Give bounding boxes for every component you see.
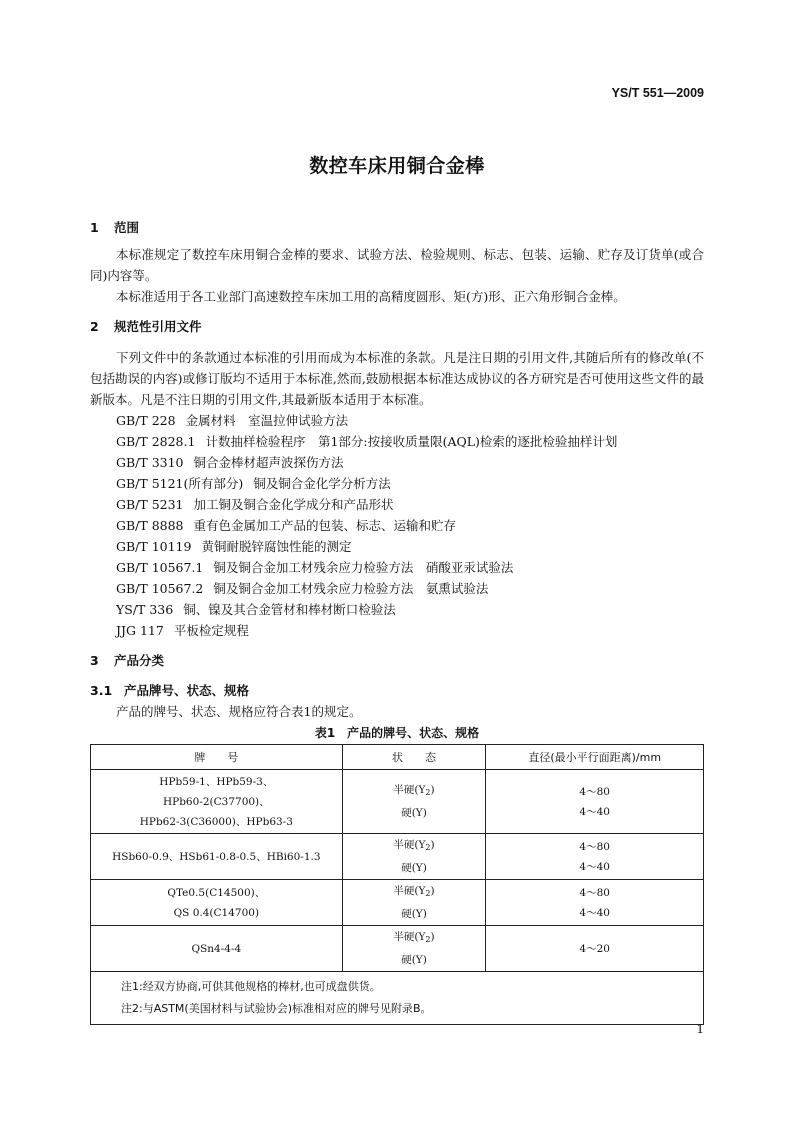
temper-half-hard: 半硬$(Y_2)$ <box>393 931 435 944</box>
temper-hard: 硬(Y) <box>401 908 427 920</box>
reference-code: GB/T 3310 <box>116 455 184 470</box>
reference-item <box>90 599 704 620</box>
grade-cell <box>91 770 343 834</box>
reference-title: 黄铜耐脱锌腐蚀性能的测定 <box>201 539 352 554</box>
temper-half-hard: 半硬$(Y_2)$ <box>393 784 435 797</box>
grade-line: QSn4-4-4 <box>191 942 242 955</box>
grade-line: HSb60-0.9、HSb61-0.8-0.5、HBi60-1.3 <box>112 850 321 863</box>
paragraph: 下列文件中的条款通过本标准的引用而成为本标准的条款。凡是注日期的引用文件,其随后所有的修改单(不包括勘误的内容)或修订版均不适用于本标准,然而,鼓励根据本标准达成协议的各方研究是否可使用这些文件的最新版本。凡是不注日期的引用文件,其最新版本适用于本标准。 <box>90 350 704 407</box>
table-note: 注2:与ASTM(美国材料与试验协会)标准相对应的牌号见附录B。 <box>121 1002 432 1015</box>
table-row <box>91 926 704 972</box>
temper-half-hard: 半硬$(Y_2)$ <box>393 839 435 852</box>
reference-code: GB/T 8888 <box>116 518 184 533</box>
section-title: 规范性引用文件 <box>114 319 202 334</box>
page-number: 1 <box>696 1022 704 1036</box>
section-3-heading <box>90 651 704 671</box>
temper-hard: 硬(Y) <box>401 954 427 966</box>
reference-title: 铜及铜合金加工材残余应力检验方法 氨熏试验法 <box>213 581 489 596</box>
reference-item <box>90 536 704 557</box>
diameter-line: 4～80 <box>579 886 610 899</box>
grade-cell <box>91 834 343 880</box>
reference-title: 铜及铜合金加工材残余应力检验方法 硝酸亚汞试验法 <box>213 560 514 575</box>
reference-item <box>90 578 704 599</box>
section-1-heading <box>90 218 704 238</box>
grade-line: QS 0.4(C14700) <box>173 906 260 919</box>
reference-title: 计数抽样检验程序 第1部分:按接收质量限(AQL)检索的逐批检验抽样计划 <box>205 434 618 449</box>
product-table <box>90 744 704 1025</box>
diameter-cell <box>486 834 704 880</box>
diameter-line: 4～40 <box>579 906 610 919</box>
temper-hard: 硬(Y) <box>401 807 427 819</box>
table-note: 注1:经双方协商,可供其他规格的棒材,也可成盘供货。 <box>121 980 381 993</box>
reference-code: GB/T 10119 <box>116 539 192 554</box>
reference-code: GB/T 10567.1 <box>116 560 204 575</box>
diameter-line: 4～80 <box>579 840 610 853</box>
reference-title: 加工铜及铜合金化学成分和产品形状 <box>193 497 394 512</box>
reference-code: GB/T 5231 <box>116 497 184 512</box>
reference-code: GB/T 2828.1 <box>116 434 196 449</box>
grade-line: HPb59-1、HPb59-3、 <box>159 775 274 788</box>
grade-cell <box>91 880 343 926</box>
reference-item <box>90 431 704 452</box>
section-number: 2 <box>90 319 99 334</box>
temper-hard: 硬(Y) <box>401 862 427 874</box>
reference-title: 平板检定规程 <box>173 623 249 638</box>
reference-title: 铜合金棒材超声波探伤方法 <box>193 455 344 470</box>
reference-item <box>90 494 704 515</box>
subsection-number: 3.1 <box>90 683 113 698</box>
reference-item <box>90 515 704 536</box>
table-header-row <box>91 745 704 770</box>
reference-code: GB/T 228 <box>116 413 176 428</box>
column-header-temper: 状 态 <box>342 745 486 770</box>
reference-title: 铜及铜合金化学分析方法 <box>253 476 391 491</box>
reference-item <box>90 620 704 641</box>
paragraph: 本标准规定了数控车床用铜合金棒的要求、试验方法、检验规则、标志、包装、运输、贮存及订货单(或合同)内容等。 <box>90 247 704 283</box>
diameter-line: 4～80 <box>579 785 610 798</box>
grade-line: HPb62-3(C36000)、HPb63-3 <box>139 815 293 828</box>
paragraph: 本标准适用于各工业部门高速数控车床加工用的高精度圆形、矩(方)形、正六角形铜合金棒。 <box>116 289 626 304</box>
table-row <box>91 770 704 834</box>
temper-half-hard: 半硬$(Y_2)$ <box>393 885 435 898</box>
grade-line: HPb60-2(C37700)、 <box>162 795 270 808</box>
reference-title: 金属材料 室温拉伸试验方法 <box>185 413 349 428</box>
temper-cell <box>342 770 486 834</box>
section-title: 产品分类 <box>114 653 165 668</box>
reference-title: 重有色金属加工产品的包装、标志、运输和贮存 <box>193 518 457 533</box>
table-row <box>91 880 704 926</box>
temper-cell <box>342 880 486 926</box>
diameter-line: 4～20 <box>579 942 610 955</box>
table-notes-row <box>91 972 704 1025</box>
column-header-diameter: 直径(最小平行面距离)/mm <box>486 745 704 770</box>
reference-item <box>90 473 704 494</box>
table-caption: 表1 产品的牌号、状态、规格 <box>314 726 480 740</box>
reference-code: GB/T 10567.2 <box>116 581 204 596</box>
reference-code: YS/T 336 <box>116 602 174 617</box>
reference-item <box>90 557 704 578</box>
subsection-3-1-heading <box>90 681 704 701</box>
section-title: 范围 <box>114 220 140 235</box>
standard-code: YS/T 551—2009 <box>611 86 704 100</box>
reference-item <box>90 410 704 431</box>
section-2-heading <box>90 317 704 337</box>
reference-code: JJG 117 <box>116 623 164 638</box>
temper-cell <box>342 926 486 972</box>
subsection-title: 产品牌号、状态、规格 <box>124 683 250 698</box>
diameter-cell <box>486 770 704 834</box>
column-header-grade: 牌 号 <box>91 745 343 770</box>
grade-cell <box>91 926 343 972</box>
paragraph: 产品的牌号、状态、规格应符合表1的规定。 <box>116 704 362 719</box>
table-row <box>91 834 704 880</box>
diameter-cell <box>486 926 704 972</box>
table-notes <box>91 972 704 1025</box>
reference-code: GB/T 5121(所有部分) <box>116 476 244 491</box>
document-body <box>90 218 704 1025</box>
reference-item <box>90 452 704 473</box>
diameter-line: 4～40 <box>579 860 610 873</box>
diameter-line: 4～40 <box>579 805 610 818</box>
temper-cell <box>342 834 486 880</box>
reference-title: 铜、镍及其合金管材和棒材断口检验法 <box>183 602 396 617</box>
section-number: 1 <box>90 220 99 235</box>
document-title: 数控车床用铜合金棒 <box>309 155 485 177</box>
section-number: 3 <box>90 653 99 668</box>
grade-line: QTe0.5(C14500)、 <box>167 886 266 899</box>
diameter-cell <box>486 880 704 926</box>
